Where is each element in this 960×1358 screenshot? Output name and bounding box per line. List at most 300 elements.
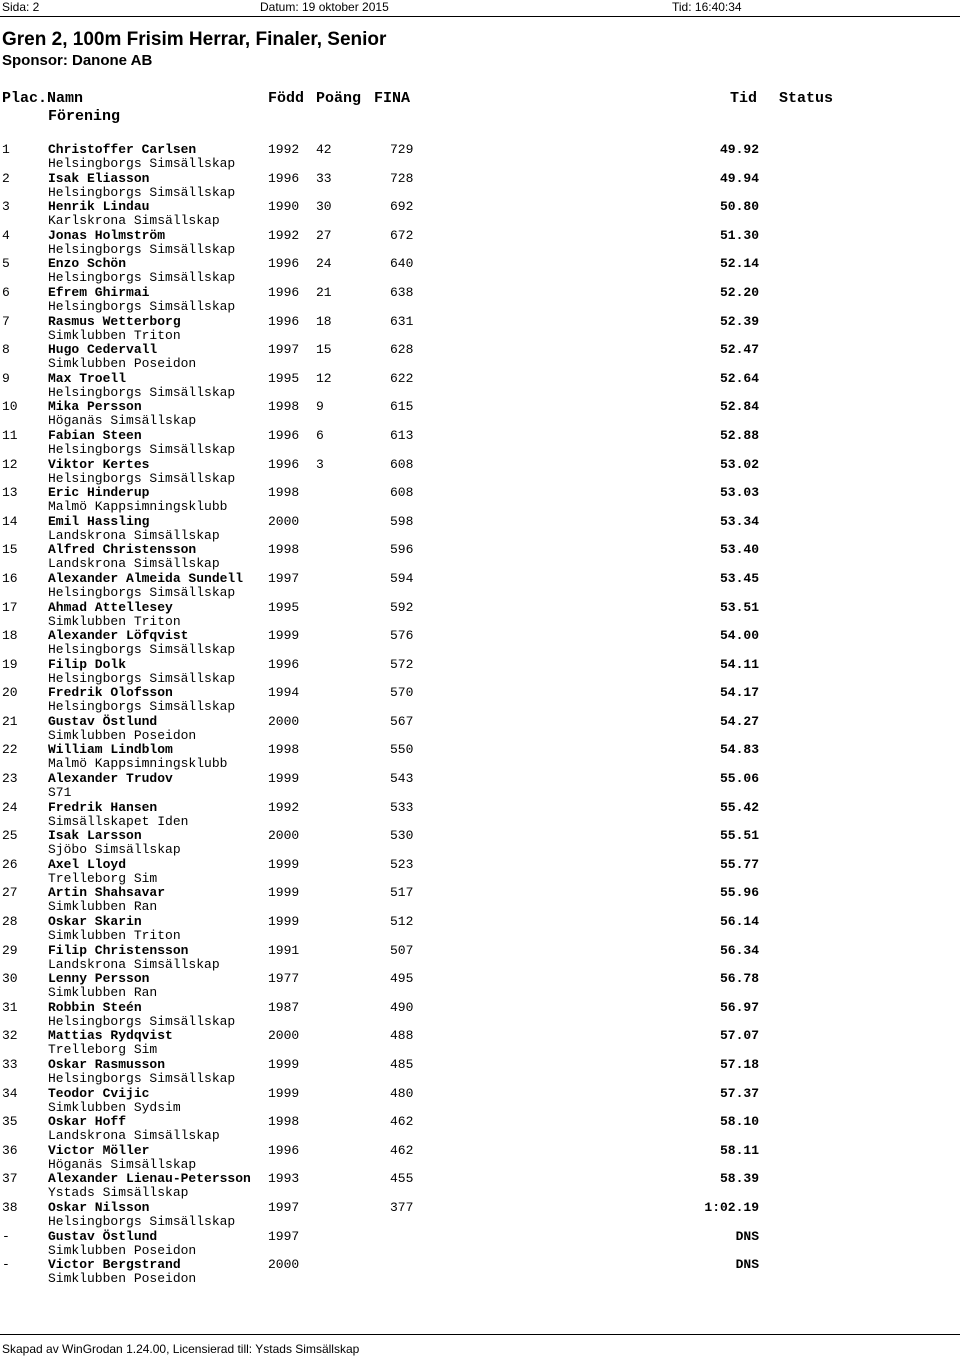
result-time: 54.11 <box>719 656 759 672</box>
birth-year: 2000 <box>268 713 300 729</box>
birth-year: 1999 <box>268 1057 300 1072</box>
club-name: Höganäs Simsällskap <box>48 413 197 429</box>
swimmer-name: Alfred Christensson <box>48 542 197 558</box>
swimmer-name: Max Troell <box>48 370 127 386</box>
birth-year: 1999 <box>268 1085 300 1101</box>
placement: 28 <box>2 914 18 930</box>
club-name: Landskrona Simsällskap <box>48 527 220 543</box>
fina-points: 485 <box>390 1057 414 1072</box>
placement: 7 <box>2 313 10 329</box>
fina-points: 596 <box>390 542 414 558</box>
swimmer-name: Henrik Lindau <box>48 199 150 215</box>
swimmer-name: Lenny Persson <box>48 971 150 987</box>
swimmer-name: Hugo Cedervall <box>48 342 158 358</box>
placement: 17 <box>2 599 18 615</box>
birth-year: 1998 <box>268 542 300 558</box>
fina-points: 550 <box>390 742 414 758</box>
page-number: Sida: 2 <box>2 0 40 14</box>
placement: 26 <box>2 856 18 872</box>
swimmer-name: Emil Hassling <box>48 513 150 529</box>
result-time: 54.27 <box>719 713 759 729</box>
fina-points: 608 <box>390 485 414 501</box>
placement: 12 <box>2 456 18 472</box>
birth-year: 1996 <box>268 284 300 300</box>
result-time: 55.96 <box>719 885 759 901</box>
page-footer: Skapad av WinGrodan 1.24.00, Licensierad till: Ystads Simsällskap <box>2 1342 360 1356</box>
fina-points: 613 <box>390 427 414 443</box>
result-time: 56.78 <box>719 971 759 987</box>
result-time: 54.83 <box>719 742 759 758</box>
fina-points: 570 <box>390 685 414 701</box>
birth-year: 1996 <box>268 656 300 672</box>
birth-year: 1999 <box>268 885 300 901</box>
result-row <box>0 686 960 715</box>
points: 30 <box>316 199 332 215</box>
fina-points: 512 <box>390 914 414 930</box>
result-row <box>0 572 960 601</box>
col-status: Status <box>779 90 834 107</box>
club-name: Simklubben Poseidon <box>48 1242 197 1258</box>
swimmer-name: Oskar Skarin <box>48 914 142 930</box>
swimmer-name: Fabian Steen <box>48 427 142 443</box>
club-name: Helsingborgs Simsällskap <box>48 241 236 257</box>
header-divider <box>0 16 960 17</box>
placement: 38 <box>2 1199 18 1215</box>
swimmer-name: Filip Christensson <box>48 942 189 958</box>
fina-points: 615 <box>390 399 414 415</box>
result-time: 56.14 <box>719 914 759 930</box>
result-row <box>0 315 960 344</box>
result-row <box>0 1087 960 1116</box>
fina-points: 523 <box>390 856 414 872</box>
club-name: Malmö Kappsimningsklubb <box>48 756 228 772</box>
result-time: 53.51 <box>719 599 759 615</box>
points: 21 <box>316 284 332 300</box>
result-time: 52.20 <box>719 284 759 300</box>
placement: - <box>2 1228 10 1244</box>
result-time: 57.37 <box>719 1085 759 1101</box>
result-row <box>0 229 960 258</box>
swimmer-name: William Lindblom <box>48 742 173 758</box>
swimmer-name: Victor Möller <box>48 1142 150 1158</box>
placement: 1 <box>2 142 10 157</box>
club-name: Helsingborgs Simsällskap <box>48 642 236 658</box>
print-time: Tid: 16:40:34 <box>672 0 742 14</box>
placement: 9 <box>2 370 10 386</box>
result-row <box>0 1144 960 1173</box>
points: 15 <box>316 342 332 358</box>
swimmer-name: Efrem Ghirmai <box>48 284 150 300</box>
result-time: 54.17 <box>719 685 759 701</box>
points: 9 <box>316 399 324 415</box>
club-name: Trelleborg Sim <box>48 1042 158 1058</box>
swimmer-name: Oskar Rasmusson <box>48 1057 166 1072</box>
points: 3 <box>316 456 324 472</box>
club-name: Ystads Simsällskap <box>48 1185 189 1201</box>
swimmer-name: Gustav Östlund <box>48 1228 158 1244</box>
birth-year: 1991 <box>268 942 300 958</box>
swimmer-name: Filip Dolk <box>48 656 127 672</box>
result-time: 50.80 <box>719 199 759 215</box>
result-row <box>0 801 960 830</box>
placement: 22 <box>2 742 18 758</box>
birth-year: 1999 <box>268 914 300 930</box>
result-time: 55.42 <box>719 799 759 815</box>
result-row <box>0 1172 960 1201</box>
result-time: 53.45 <box>719 570 759 586</box>
swimmer-name: Eric Hinderup <box>48 485 150 501</box>
fina-points: 638 <box>390 284 414 300</box>
birth-year: 1996 <box>268 456 300 472</box>
result-row <box>0 1001 960 1030</box>
swimmer-name: Viktor Kertes <box>48 456 150 472</box>
birth-year: 1996 <box>268 313 300 329</box>
swimmer-name: Fredrik Hansen <box>48 799 158 815</box>
placement: 21 <box>2 713 18 729</box>
result-row <box>0 743 960 772</box>
placement: - <box>2 1257 10 1273</box>
fina-points: 598 <box>390 513 414 529</box>
birth-year: 1995 <box>268 370 300 386</box>
result-time: 52.84 <box>719 399 759 415</box>
result-time: 58.11 <box>719 1142 759 1158</box>
event-title: Gren 2, 100m Frisim Herrar, Finaler, Senior <box>2 29 387 50</box>
swimmer-name: Alexander Lienau-Petersson <box>48 1171 251 1187</box>
swimmer-name: Alexander Trudov <box>48 771 173 787</box>
swimmer-name: Fredrik Olofsson <box>48 685 173 701</box>
swimmer-name: Robbin Steén <box>48 999 142 1015</box>
col-plac-namn: Plac.Namn <box>2 90 84 107</box>
birth-year: 1997 <box>268 1199 300 1215</box>
birth-year: 1999 <box>268 771 300 787</box>
placement: 25 <box>2 828 18 844</box>
result-row <box>0 286 960 315</box>
col-tid: Tid <box>730 90 758 107</box>
placement: 11 <box>2 427 18 443</box>
birth-year: 1987 <box>268 999 300 1015</box>
placement: 3 <box>2 199 10 215</box>
birth-year: 1996 <box>268 170 300 186</box>
club-name: Helsingborgs Simsällskap <box>48 584 236 600</box>
fina-points: 572 <box>390 656 414 672</box>
placement: 4 <box>2 227 10 243</box>
result-time: 52.14 <box>719 256 759 272</box>
swimmer-name: Rasmus Wetterborg <box>48 313 181 329</box>
fina-points: 530 <box>390 828 414 844</box>
result-row <box>0 400 960 429</box>
result-time: 53.02 <box>719 456 759 472</box>
result-row <box>0 886 960 915</box>
result-time: 51.30 <box>719 227 759 243</box>
result-row <box>0 715 960 744</box>
birth-year: 1992 <box>268 142 300 157</box>
placement: 35 <box>2 1114 18 1130</box>
placement: 36 <box>2 1142 18 1158</box>
result-time: 52.64 <box>719 370 759 386</box>
points: 33 <box>316 170 332 186</box>
placement: 29 <box>2 942 18 958</box>
fina-points: 455 <box>390 1171 414 1187</box>
points: 27 <box>316 227 332 243</box>
club-name: Simklubben Triton <box>48 327 181 343</box>
placement: 5 <box>2 256 10 272</box>
club-name: Simklubben Triton <box>48 613 181 629</box>
fina-points: 543 <box>390 771 414 787</box>
club-name: Simklubben Triton <box>48 928 181 944</box>
result-row <box>0 200 960 229</box>
result-row <box>0 343 960 372</box>
result-time: 55.51 <box>719 828 759 844</box>
club-name: Helsingborgs Simsällskap <box>48 699 236 715</box>
result-time: 56.34 <box>719 942 759 958</box>
club-name: Landskrona Simsällskap <box>48 956 220 972</box>
points: 24 <box>316 256 332 272</box>
birth-year: 1996 <box>268 427 300 443</box>
club-name: Simklubben Ran <box>48 985 158 1001</box>
fina-points: 377 <box>390 1199 414 1215</box>
fina-points: 576 <box>390 628 414 644</box>
club-name: Helsingborgs Simsällskap <box>48 470 236 486</box>
birth-year: 1990 <box>268 199 300 215</box>
placement: 13 <box>2 485 18 501</box>
swimmer-name: Jonas Holmström <box>48 227 166 243</box>
fina-points: 631 <box>390 313 414 329</box>
swimmer-name: Axel Lloyd <box>48 856 127 872</box>
result-row <box>0 972 960 1001</box>
result-time: 57.18 <box>719 1057 759 1072</box>
result-time: 53.34 <box>719 513 759 529</box>
result-time: 55.77 <box>719 856 759 872</box>
result-row <box>0 629 960 658</box>
birth-year: 1997 <box>268 570 300 586</box>
club-name: Landskrona Simsällskap <box>48 556 220 572</box>
club-name: Helsingborgs Simsällskap <box>48 184 236 200</box>
result-row <box>0 372 960 401</box>
fina-points: 729 <box>390 142 414 157</box>
fina-points: 490 <box>390 999 414 1015</box>
club-name: Simsällskapet Iden <box>48 813 189 829</box>
points: 12 <box>316 370 332 386</box>
result-time: 56.97 <box>719 999 759 1015</box>
fina-points: 517 <box>390 885 414 901</box>
result-time: 55.06 <box>719 771 759 787</box>
swimmer-name: Artin Shahsavar <box>48 885 166 901</box>
result-row <box>0 858 960 887</box>
club-name: S71 <box>48 785 72 801</box>
result-time: 52.39 <box>719 313 759 329</box>
fina-points: 495 <box>390 971 414 987</box>
swimmer-name: Christoffer Carlsen <box>48 142 197 157</box>
result-time: DNS <box>735 1257 759 1273</box>
placement: 14 <box>2 513 18 529</box>
birth-year: 1996 <box>268 256 300 272</box>
col-poang: Poäng <box>316 90 362 107</box>
club-name: Helsingborgs Simsällskap <box>48 1071 236 1086</box>
fina-points: 480 <box>390 1085 414 1101</box>
result-row <box>0 829 960 858</box>
result-row <box>0 257 960 286</box>
placement: 27 <box>2 885 18 901</box>
birth-year: 1998 <box>268 742 300 758</box>
club-name: Sjöbo Simsällskap <box>48 842 181 858</box>
col-fodd: Född <box>268 90 305 107</box>
result-row <box>0 543 960 572</box>
club-name: Höganäs Simsällskap <box>48 1156 197 1172</box>
birth-year: 1977 <box>268 971 300 987</box>
placement: 31 <box>2 999 18 1015</box>
fina-points: 462 <box>390 1142 414 1158</box>
birth-year: 2000 <box>268 828 300 844</box>
club-name: Karlskrona Simsällskap <box>48 213 220 229</box>
result-time: 49.94 <box>719 170 759 186</box>
club-name: Helsingborgs Simsällskap <box>48 384 236 400</box>
fina-points: 608 <box>390 456 414 472</box>
result-row <box>0 601 960 630</box>
birth-year: 1998 <box>268 485 300 501</box>
club-name: Helsingborgs Simsällskap <box>48 441 236 457</box>
swimmer-name: Victor Bergstrand <box>48 1257 181 1273</box>
swimmer-name: Isak Larsson <box>48 828 142 844</box>
birth-year: 2000 <box>268 1257 300 1273</box>
fina-points: 622 <box>390 370 414 386</box>
placement: 19 <box>2 656 18 672</box>
birth-year: 1997 <box>268 1228 300 1244</box>
birth-year: 1996 <box>268 1142 300 1158</box>
col-forening: Förening <box>48 108 121 125</box>
swimmer-name: Mika Persson <box>48 399 142 415</box>
result-time: 57.07 <box>719 1028 759 1044</box>
club-name: Helsingborgs Simsällskap <box>48 670 236 686</box>
club-name: Simklubben Ran <box>48 899 158 915</box>
result-row <box>0 772 960 801</box>
placement: 6 <box>2 284 10 300</box>
placement: 34 <box>2 1085 18 1101</box>
birth-year: 1992 <box>268 227 300 243</box>
fina-points: 507 <box>390 942 414 958</box>
result-time: 54.00 <box>719 628 759 644</box>
result-time: 52.47 <box>719 342 759 358</box>
club-name: Trelleborg Sim <box>48 870 158 886</box>
placement: 32 <box>2 1028 18 1044</box>
points: 18 <box>316 313 332 329</box>
fina-points: 488 <box>390 1028 414 1044</box>
club-name: Simklubben Poseidon <box>48 356 197 372</box>
placement: 20 <box>2 685 18 701</box>
birth-year: 1999 <box>268 856 300 872</box>
placement: 18 <box>2 628 18 644</box>
placement: 15 <box>2 542 18 558</box>
result-row <box>0 1201 960 1230</box>
result-time: 1:02.19 <box>704 1199 759 1215</box>
result-time: 49.92 <box>719 142 759 157</box>
result-row <box>0 915 960 944</box>
club-name: Helsingborgs Simsällskap <box>48 298 236 314</box>
swimmer-name: Oskar Nilsson <box>48 1199 150 1215</box>
result-row <box>0 944 960 973</box>
club-name: Helsingborgs Simsällskap <box>48 156 236 171</box>
fina-points: 567 <box>390 713 414 729</box>
fina-points: 672 <box>390 227 414 243</box>
birth-year: 1998 <box>268 1114 300 1130</box>
result-row <box>0 1230 960 1259</box>
swimmer-name: Isak Eliasson <box>48 170 150 186</box>
placement: 10 <box>2 399 18 415</box>
result-row <box>0 1029 960 1058</box>
placement: 16 <box>2 570 18 586</box>
swimmer-name: Gustav Östlund <box>48 713 158 729</box>
placement: 30 <box>2 971 18 987</box>
points: 6 <box>316 427 324 443</box>
fina-points: 628 <box>390 342 414 358</box>
result-time: 53.03 <box>719 485 759 501</box>
swimmer-name: Mattias Rydqvist <box>48 1028 173 1044</box>
fina-points: 692 <box>390 199 414 215</box>
result-row <box>0 486 960 515</box>
placement: 24 <box>2 799 18 815</box>
result-row <box>0 658 960 687</box>
birth-year: 1993 <box>268 1171 300 1187</box>
birth-year: 2000 <box>268 1028 300 1044</box>
result-time: 58.39 <box>719 1171 759 1187</box>
birth-year: 1998 <box>268 399 300 415</box>
fina-points: 594 <box>390 570 414 586</box>
birth-year: 1995 <box>268 599 300 615</box>
club-name: Helsingborgs Simsällskap <box>48 1013 236 1029</box>
print-date: Datum: 19 oktober 2015 <box>260 0 389 14</box>
fina-points: 462 <box>390 1114 414 1130</box>
club-name: Simklubben Sydsim <box>48 1099 181 1115</box>
placement: 2 <box>2 170 10 186</box>
col-fina: FINA <box>374 90 411 107</box>
club-name: Helsingborgs Simsällskap <box>48 1213 236 1229</box>
club-name: Landskrona Simsällskap <box>48 1128 220 1144</box>
club-name: Simklubben Poseidon <box>48 1271 197 1287</box>
fina-points: 533 <box>390 799 414 815</box>
placement: 8 <box>2 342 10 358</box>
club-name: Malmö Kappsimningsklubb <box>48 499 228 515</box>
result-row <box>0 143 960 172</box>
result-time: DNS <box>735 1228 759 1244</box>
club-name: Helsingborgs Simsällskap <box>48 270 236 286</box>
page-header <box>0 0 960 14</box>
results-list <box>0 143 960 1287</box>
result-row <box>0 458 960 487</box>
birth-year: 1992 <box>268 799 300 815</box>
swimmer-name: Alexander Almeida Sundell <box>48 570 244 586</box>
fina-points: 728 <box>390 170 414 186</box>
swimmer-name: Oskar Hoff <box>48 1114 127 1130</box>
placement: 37 <box>2 1171 18 1187</box>
result-time: 53.40 <box>719 542 759 558</box>
result-row <box>0 172 960 201</box>
placement: 23 <box>2 771 18 787</box>
result-row <box>0 515 960 544</box>
swimmer-name: Teodor Cvijic <box>48 1085 150 1101</box>
footer-divider <box>0 1334 960 1335</box>
swimmer-name: Enzo Schön <box>48 256 127 272</box>
fina-points: 640 <box>390 256 414 272</box>
birth-year: 1997 <box>268 342 300 358</box>
result-row <box>0 1258 960 1287</box>
result-row <box>0 1115 960 1144</box>
sponsor-line: Sponsor: Danone AB <box>2 52 153 69</box>
points: 42 <box>316 142 332 157</box>
swimmer-name: Alexander Löfqvist <box>48 628 189 644</box>
fina-points: 592 <box>390 599 414 615</box>
birth-year: 2000 <box>268 513 300 529</box>
result-row <box>0 429 960 458</box>
result-row <box>0 1058 960 1087</box>
